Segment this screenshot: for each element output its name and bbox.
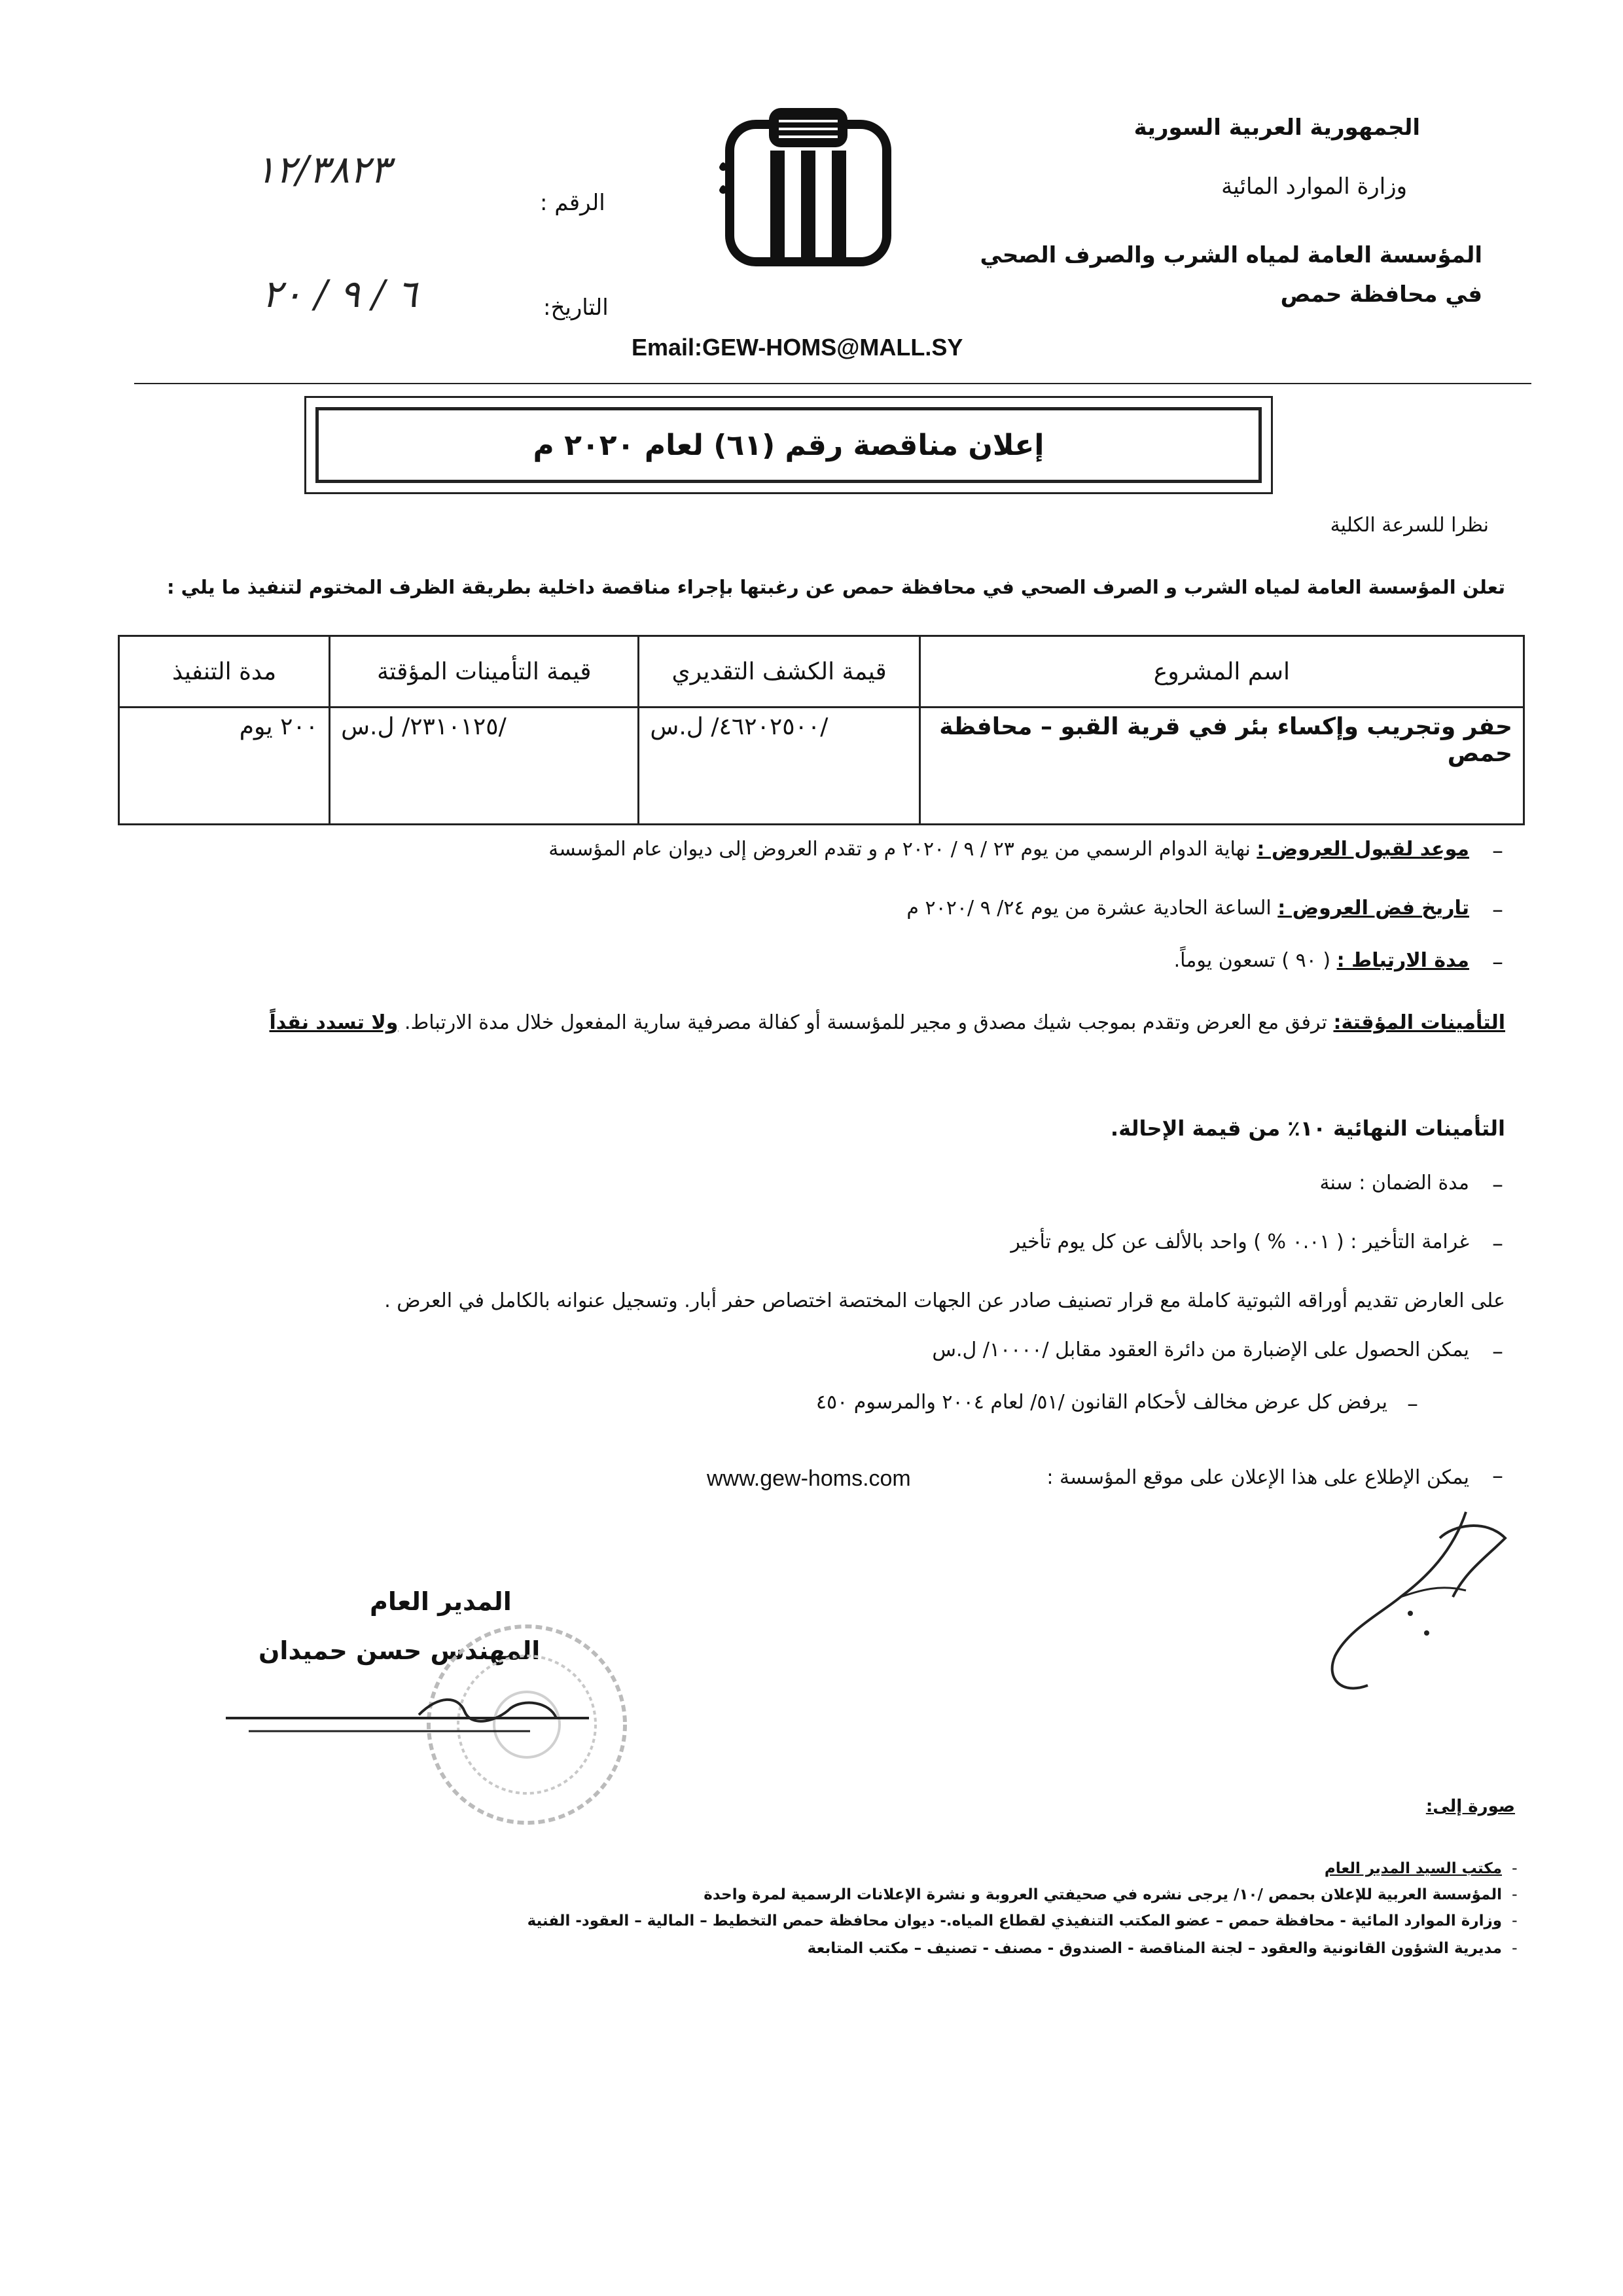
urgency-note: نظرا للسرعة الكلية xyxy=(1330,514,1489,537)
final-insurance: التأمينات النهائية ١٠٪ من قيمة الإحالة. xyxy=(1110,1116,1505,1141)
establishment-logo-icon xyxy=(710,98,906,275)
copy-line-4: مديرية الشؤون القانونية والعقود – لجنة المناقصة - الصندوق - مصنف - تصنيف – مكتب المتابعة xyxy=(807,1940,1502,1957)
establishment-name: المؤسسة العامة لمياه الشرب والصرف الصحي xyxy=(980,242,1482,268)
opening-line xyxy=(906,897,1469,920)
website-link[interactable]: www.gew-homs.com xyxy=(707,1466,911,1491)
temp-insurance-label: التأمينات المؤقتة: xyxy=(1333,1011,1505,1034)
projects-table xyxy=(118,635,1525,825)
warranty: مدة الضمان : سنة xyxy=(1319,1172,1469,1194)
cell-project-name: حفر وتجريب وإكساء بئر في قرية القبو – محافظة حمص xyxy=(919,708,1524,825)
governorate-name: في محافظة حمص xyxy=(1280,281,1482,308)
cell-temp-insurance: /٢٣١٠١٢٥/ ل.س xyxy=(330,708,639,825)
signatory-role: المدير العام xyxy=(370,1587,512,1616)
cell-estimated-value: /٤٦٢٠٢٥٠٠/ ل.س xyxy=(639,708,919,825)
temp-insurance-text: ترفق مع العرض وتقدم بموجب شيك مصدق و مجير للمؤسسة أو كفالة مصرفية سارية المفعول خلال مدة الارتباط. xyxy=(404,1011,1327,1034)
deadline-line xyxy=(548,838,1469,861)
ref-number: ١٢/٣٨٢٣ xyxy=(255,147,391,192)
title-box xyxy=(304,396,1273,494)
header-divider xyxy=(134,383,1531,384)
binding-label: مدة الارتباط : xyxy=(1336,949,1469,972)
ministry-name: وزارة الموارد المائية xyxy=(1221,173,1407,200)
copy-line-2: المؤسسة العربية للإعلان بحمص /١٠/ يرجى نشره في صحيفتي العروبة و نشرة الإعلانات الرسمية لمرة واحدة xyxy=(704,1886,1502,1903)
col-temp-insurance: قيمة التأمينات المؤقتة xyxy=(330,636,639,708)
col-estimated-value: قيمة الكشف التقديري xyxy=(639,636,919,708)
opening-label: تاريخ فض العروض : xyxy=(1277,897,1469,920)
date-value: ٦ / ٩ / ٢٠ xyxy=(262,272,418,316)
bidder-docs: على العارض تقديم أوراقه الثبوتية كاملة مع قرار تصنيف صادر عن الجهات المختصة اختصاص حفر أبار. وتسجيل عنوانه بالكامل في العرض . xyxy=(384,1289,1505,1312)
announcement-title: إعلان مناقصة رقم (٦١) لعام ٢٠٢٠ م xyxy=(533,428,1044,462)
table-header-row xyxy=(119,636,1524,708)
website-text: يمكن الإطلاع على هذا الإعلان على موقع المؤسسة : xyxy=(1046,1466,1469,1489)
table-row xyxy=(119,708,1524,825)
temp-insurance-line xyxy=(270,1011,1505,1034)
cell-duration: ٢٠٠ يوم xyxy=(119,708,330,825)
copy-line-1: مكتب السيد المدير العام xyxy=(1324,1860,1502,1877)
rejection-note: يرفض كل عرض مخالف لأحكام القانون /٥١/ لعام ٢٠٠٤ والمرسوم ٤٥٠ xyxy=(815,1391,1387,1414)
opening-text: الساعة الحادية عشرة من يوم ٢٤/ ٩ /٢٠٢٠ م xyxy=(906,897,1272,920)
date-label: التاريخ: xyxy=(543,295,609,321)
country-name: الجمهورية العربية السورية xyxy=(1133,115,1420,141)
binding-text: ( ٩٠ ) تسعون يوماً. xyxy=(1173,949,1331,972)
col-duration: مدة التنفيذ xyxy=(119,636,330,708)
copy-line-3: وزارة الموارد المائية - محافظة حمص – عضو المكتب التنفيذي لقطاع المياه.- ديوان محافظة حمص التخطيط – المالية – العقود- الفنية xyxy=(527,1912,1502,1929)
announcement-text: تعلن المؤسسة العامة لمياه الشرب و الصرف الصحي في محافظة حمص عن رغبتها بإجراء مناقصة داخلية بطريقة الظرف المختوم لتنفيذ ما يلي : xyxy=(166,576,1505,598)
dossier-note: يمكن الحصول على الإضبارة من دائرة العقود مقابل /١٠٠٠٠/ ل.س xyxy=(932,1338,1469,1361)
ref-label: الرقم : xyxy=(540,190,605,216)
no-cash-note: ولا تسدد نقداً xyxy=(269,1011,399,1034)
website-line xyxy=(1046,1466,1469,1489)
approval-scribble-icon xyxy=(1270,1499,1544,1708)
signatory-name: المهندس حسن حميدان xyxy=(259,1636,541,1665)
copies-label: صورة إلى: xyxy=(1425,1797,1515,1816)
email-address: Email:GEW-HOMS@MALL.SY xyxy=(632,334,963,361)
delay-penalty: غرامة التأخير : ( ٠.٠١ % ) واحد بالألف عن كل يوم تأخير xyxy=(1010,1230,1469,1253)
col-project-name: اسم المشروع xyxy=(919,636,1524,708)
binding-line xyxy=(1174,949,1469,972)
deadline-label: موعد لقبول العروض : xyxy=(1257,838,1469,861)
signature-icon xyxy=(223,1682,628,1754)
deadline-text: نهاية الدوام الرسمي من يوم ٢٣ / ٩ / ٢٠٢٠ م و تقدم العروض إلى ديوان عام المؤسسة xyxy=(548,838,1251,861)
